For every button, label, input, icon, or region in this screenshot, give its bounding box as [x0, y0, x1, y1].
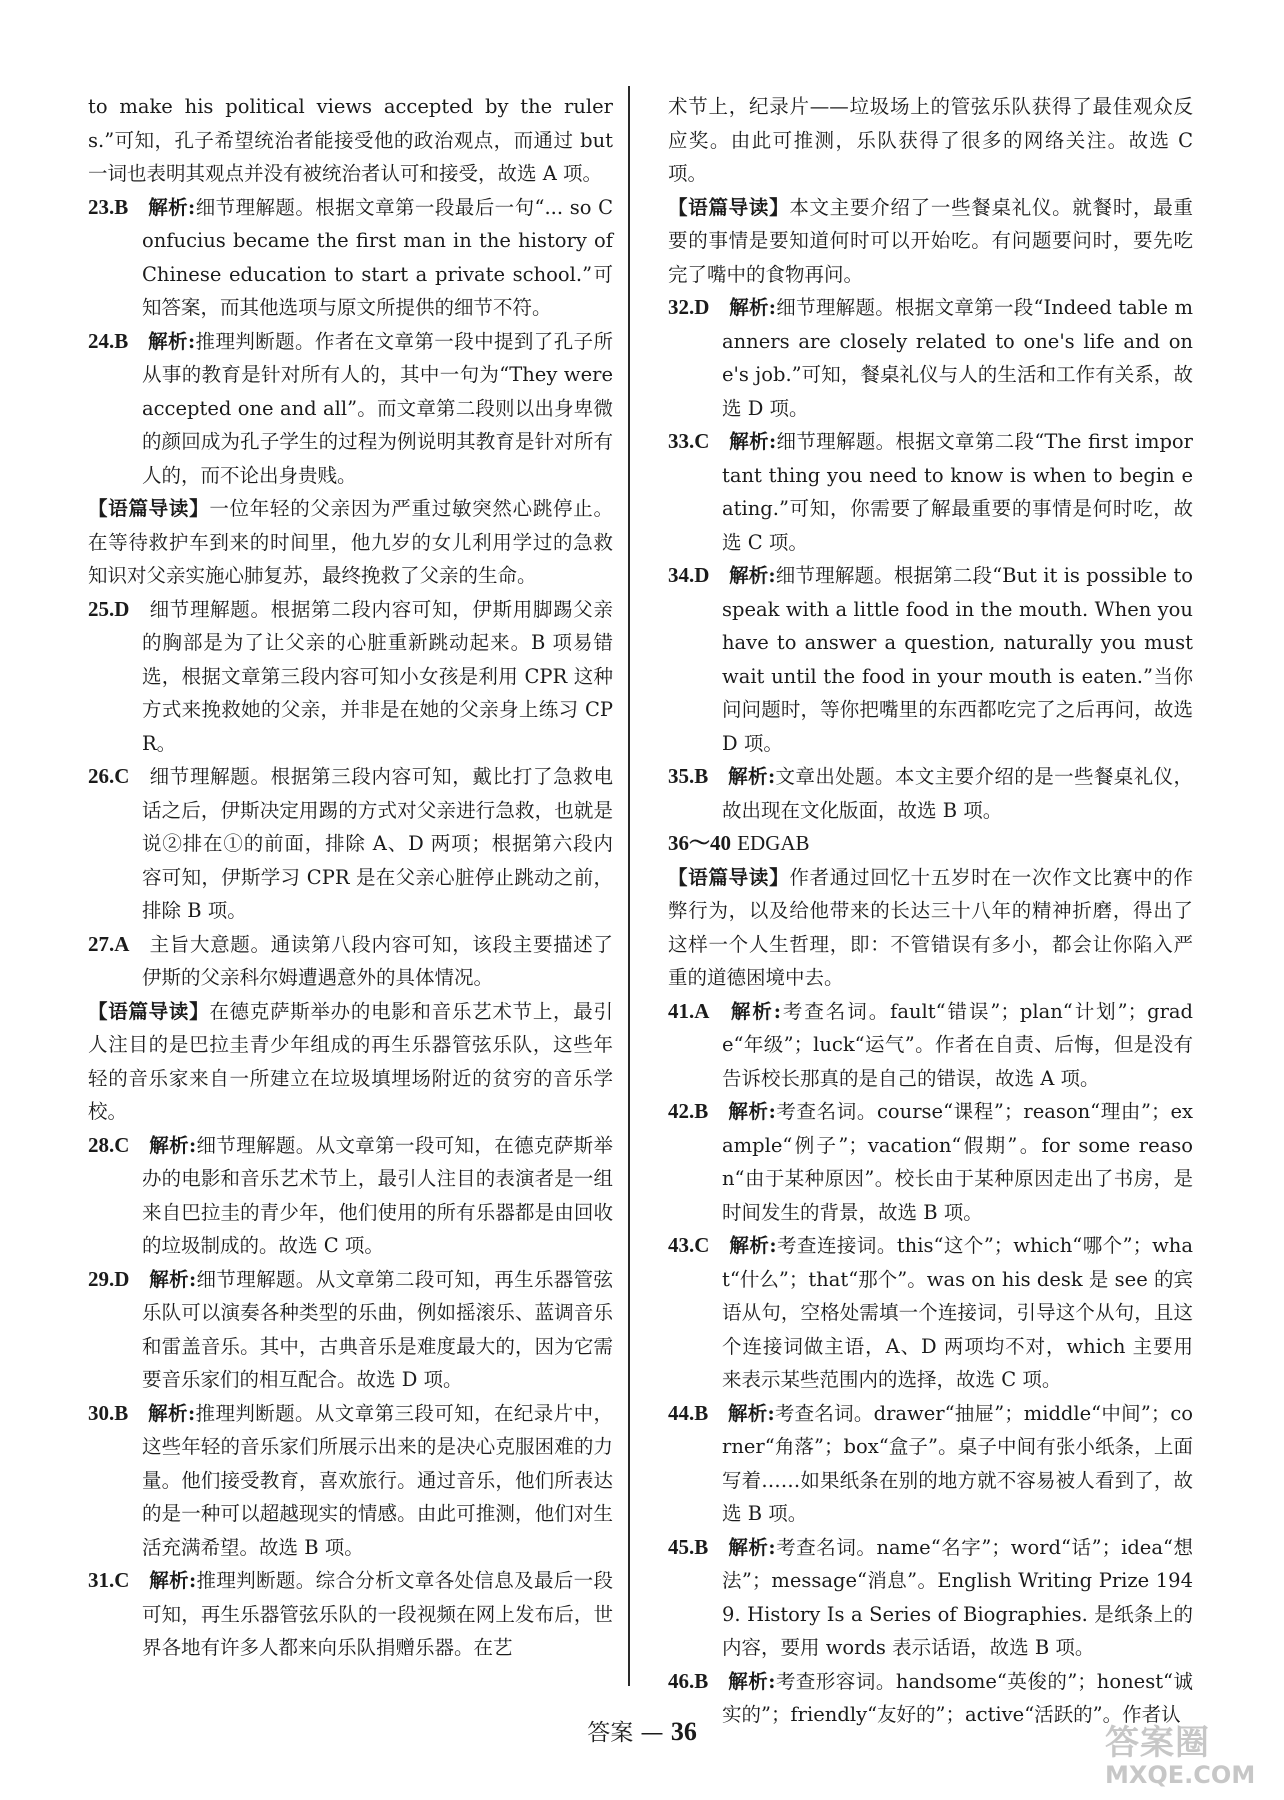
- guide-text: 在德克萨斯举办的电影和音乐艺术节上，最引人注目的是巴拉圭青少年组成的再生乐器管弦乐队，这些年轻的音乐家来自一所建立在垃圾填埋场附近的贫穷的音乐学校。: [88, 999, 613, 1123]
- explanation-text: 文章出处题。本文主要介绍的是一些餐桌礼仪，故出现在文化版面，故选 B 项。: [722, 765, 1193, 822]
- analysis-label: 解析:: [147, 1401, 196, 1425]
- explanation-text: 细节理解题。从文章第二段可知，再生乐器管弦乐队可以演奏各种类型的乐曲，例如摇滚乐、蓝调音乐和雷盖音乐。其中，古典音乐是难度最大的，因为它需要音乐家们的相互配合。故选 D 项。: [142, 1267, 613, 1391]
- passage-guide: [88, 995, 613, 1129]
- analysis-label: 解析:: [147, 195, 196, 219]
- explanation-text: 推理判断题。从文章第三段可知，在纪录片中，这些年轻的音乐家们所展示出来的是决心克服困难的力量。他们接受教育，喜欢旅行。通过音乐，他们所表达的是一种可以超越现实的情感。由此可推测，他们对生活充满希望。故选 B 项。: [142, 1401, 613, 1559]
- page-footer: [0, 1714, 1284, 1747]
- footer-dash: —: [640, 1720, 664, 1746]
- answer-letter: A: [694, 998, 710, 1023]
- answer-letter: D: [694, 295, 710, 319]
- page-number: 36: [670, 1717, 697, 1746]
- analysis-label: 解析:: [728, 999, 781, 1023]
- answer-letter: D: [114, 1266, 130, 1291]
- answer-letter: B: [694, 1668, 709, 1693]
- answer-letter: B: [114, 328, 129, 353]
- guide-text: 一位年轻的父亲因为严重过敏突然心跳停止。在等待救护车到来的时间里，他九岁的女儿利用学过的急救知识对父亲实施心肺复苏，最终挽救了父亲的生命。: [88, 497, 613, 587]
- answer-letter: D: [114, 596, 130, 621]
- analysis-label: 解析:: [148, 1267, 197, 1291]
- answer-item: [88, 325, 613, 493]
- watermark-line-2: MXQE.COM: [1105, 1761, 1256, 1789]
- answer-letter: B: [694, 764, 709, 788]
- answer-item: [668, 559, 1193, 760]
- explanation-text: 细节理解题。根据第三段内容可知，戴比打了急救电话之后，伊斯决定用踢的方式对父亲进行急救，也就是说②排在①的前面，排除 A、D 两项；根据第六段内容可知，伊斯学习 CPR 是在父亲心脏停止跳动之前，排除 B 项。: [142, 765, 613, 922]
- question-number: 43.: [668, 1233, 695, 1257]
- watermark-line-1: 答案圈: [1105, 1723, 1210, 1763]
- explanation-text: 考查名词。fault“错误”；plan“计划”；grade“年级”；luck“运气”。作者在自责、后悔，但是没有告诉校长那真的是自己的错误，故选 A 项。: [722, 999, 1193, 1090]
- question-number: 45.: [668, 1534, 695, 1559]
- answer-letter: C: [114, 764, 130, 788]
- answer-letter: A: [114, 931, 130, 956]
- analysis-label: 解析:: [727, 1669, 776, 1693]
- question-number: 24.: [88, 328, 115, 353]
- answer-letter: B: [694, 1099, 709, 1123]
- paragraph-text: to make his political views accepted by the rulers.”可知，孔子希望统治者能接受他的政治观点，而通过 but 一词也表明其观点并没有被统治者认可和接受，故选 A 项。: [88, 95, 613, 185]
- answer-item: [668, 760, 1193, 827]
- answer-item: [88, 928, 613, 995]
- passage-guide: [668, 861, 1193, 995]
- question-number: 35.: [668, 764, 695, 788]
- question-number: 27.: [88, 931, 115, 956]
- explanation-text: 考查名词。name“名字”；word“话”；idea“想法”；message“消息”。English Writing Prize 1949. History Is a Series of Biographies. 是纸条上的内容，要用 words 表示话语，故选 B 项。: [722, 1535, 1193, 1659]
- answer-item: [668, 1531, 1193, 1665]
- answer-item: [88, 1564, 613, 1665]
- analysis-label: 解析:: [727, 1401, 775, 1425]
- answer-item: [88, 1129, 613, 1263]
- analysis-label: 解析:: [728, 1234, 777, 1257]
- analysis-label: 解析:: [148, 1569, 197, 1592]
- answer-item: [88, 191, 613, 325]
- answer-item: [668, 291, 1193, 425]
- question-number: 44.: [668, 1400, 695, 1425]
- analysis-label: 解析:: [728, 296, 776, 319]
- analysis-label: 解析:: [728, 564, 776, 587]
- question-number: 32.: [668, 295, 695, 319]
- explanation-text: 考查形容词。handsome“英俊的”；honest“诚实的”；friendly“友好的”；active“活跃的”。作者认: [722, 1669, 1194, 1726]
- answer-item: [88, 1263, 613, 1397]
- answer-item: [668, 1229, 1193, 1397]
- answer-letter: C: [114, 1568, 130, 1592]
- analysis-label: 解析:: [727, 765, 776, 788]
- left-column: [88, 90, 613, 1665]
- question-number: 42.: [668, 1099, 695, 1123]
- range-numbers: 36～40: [668, 831, 731, 855]
- answer-item: [668, 995, 1193, 1096]
- answer-range: [668, 827, 1193, 861]
- guide-heading: 【语篇导读】: [668, 195, 790, 219]
- answer-letter: B: [114, 194, 129, 219]
- analysis-label: 解析:: [728, 430, 777, 453]
- analysis-label: 解析:: [148, 1133, 197, 1157]
- explanation-text: 推理判断题。作者在文章第一段中提到了孔子所从事的教育是针对所有人的，其中一句为“They were accepted one and all”。而文章第二段则以出身卑微的颜回成为孔子学生的过程为例说明其教育是针对所有人的，而不论出身贵贱。: [142, 329, 613, 487]
- question-number: 31.: [88, 1568, 115, 1592]
- answer-item: [668, 1397, 1193, 1531]
- guide-heading: 【语篇导读】: [668, 865, 790, 889]
- answer-letter: B: [114, 1400, 129, 1425]
- range-answers: EDGAB: [737, 831, 810, 855]
- question-number: 23.: [88, 194, 115, 219]
- watermark-logo: [1105, 1724, 1273, 1794]
- guide-heading: 【语篇导读】: [88, 497, 210, 520]
- question-number: 33.: [668, 429, 695, 453]
- right-column: [668, 90, 1193, 1732]
- question-number: 30.: [88, 1400, 115, 1425]
- answer-letter: B: [694, 1534, 709, 1559]
- explanation-text: 考查名词。drawer“抽屉”；middle“中间”；corner“角落”；box“盒子”。桌子中间有张小纸条，上面写着……如果纸条在别的地方就不容易被人看到了，故选 B 项。: [722, 1401, 1193, 1525]
- analysis-label: 解析:: [147, 329, 196, 353]
- question-number: 29.: [88, 1266, 115, 1291]
- question-number: 26.: [88, 764, 115, 788]
- analysis-label: 解析:: [727, 1535, 776, 1559]
- explanation-text: 细节理解题。根据第二段“But it is possible to speak with a little food in the mouth. When you have to answer a question, naturally you must wait until the food in your mouth is eaten.”当你问问题时，等你把嘴里的东西都吃完了之后再问，故选 D 项。: [722, 564, 1193, 755]
- explanation-text: 细节理解题。根据文章第一段最后一句“... so Confucius became the first man in the history of Chinese education to start a private school.”可知答案，而其他选项与原文所提供的细节不符。: [142, 195, 613, 319]
- question-number: 28.: [88, 1132, 115, 1157]
- passage-guide: [668, 191, 1193, 292]
- explanation-text: 推理判断题。综合分析文章各处信息及最后一段可知，再生乐器管弦乐队的一段视频在网上发布后，世界各地有许多人都来向乐队捐赠乐器。在艺: [142, 1569, 613, 1659]
- paragraph-text: 术节上，纪录片——垃圾场上的管弦乐队获得了最佳观众反应奖。由此可推测，乐队获得了很多的网络关注。故选 C 项。: [668, 95, 1193, 185]
- answer-letter: B: [694, 1400, 709, 1425]
- continued-text: [88, 90, 613, 191]
- passage-guide: [88, 492, 613, 593]
- answer-letter: C: [694, 1233, 710, 1257]
- question-number: 41.: [668, 998, 695, 1023]
- question-number: 34.: [668, 563, 695, 587]
- explanation-text: 细节理解题。根据文章第二段“The first important thing you need to know is when to begin eating.”可知，你需要了解最重要的事情是何时吃，故选 C 项。: [722, 430, 1193, 554]
- explanation-text: 考查连接词。this“这个”；which“哪个”；what“什么”；that“那个”。was on his desk 是 see 的宾语从句，空格处需填一个连接词，引导这个从句，且这个连接词做主语，A、D 两项均不对，which 主要用来表示某些范围内的选择，故选 C 项。: [722, 1234, 1193, 1391]
- guide-heading: 【语篇导读】: [88, 999, 210, 1023]
- explanation-text: 考查名词。course“课程”；reason“理由”；example“例子”；vacation“假期”。for some reason“由于某种原因”。校长由于某种原因走出了书房，是时间发生的背景，故选 B 项。: [722, 1100, 1193, 1224]
- explanation-text: 细节理解题。从文章第一段可知，在德克萨斯举办的电影和音乐艺术节上，最引人注目的表演者是一组来自巴拉圭的青少年，他们使用的所有乐器都是由回收的垃圾制成的。故选 C 项。: [142, 1133, 613, 1257]
- answer-letter: C: [694, 429, 710, 453]
- continued-text: [668, 90, 1193, 191]
- answer-letter: D: [694, 563, 710, 587]
- answer-item: [88, 593, 613, 761]
- column-divider: [628, 86, 630, 1686]
- footer-label: 答案: [587, 1720, 634, 1746]
- answer-item: [88, 760, 613, 928]
- answer-item: [668, 1095, 1193, 1229]
- question-number: 25.: [88, 596, 115, 621]
- explanation-text: 主旨大意题。通读第八段内容可知，该段主要描述了伊斯的父亲科尔姆遭遇意外的具体情况。: [142, 932, 613, 989]
- answer-item: [668, 425, 1193, 559]
- answer-letter: C: [114, 1132, 130, 1157]
- guide-text: 作者通过回忆十五岁时在一次作文比赛中的作弊行为，以及给他带来的长达三十八年的精神折磨，得出了这样一个人生哲理，即：不管错误有多小，都会让你陷入严重的道德困境中去。: [668, 865, 1193, 989]
- analysis-label: 解析:: [727, 1100, 776, 1123]
- guide-text: 本文主要介绍了一些餐桌礼仪。就餐时，最重要的事情是要知道何时可以开始吃。有问题要问时，要先吃完了嘴中的食物再问。: [668, 195, 1193, 286]
- explanation-text: 细节理解题。根据文章第一段“Indeed table manners are closely related to one's life and one's job.”可知，餐桌礼仪与人的生活和工作有关系，故选 D 项。: [722, 296, 1194, 420]
- answer-item: [88, 1397, 613, 1565]
- question-number: 46.: [668, 1668, 695, 1693]
- explanation-text: 细节理解题。根据第二段内容可知，伊斯用脚踢父亲的胸部是为了让父亲的心脏重新跳动起来。B 项易错选，根据文章第三段内容可知小女孩是利用 CPR 这种方式来挽救她的父亲，并非是在她的父亲身上练习 CPR。: [142, 597, 613, 755]
